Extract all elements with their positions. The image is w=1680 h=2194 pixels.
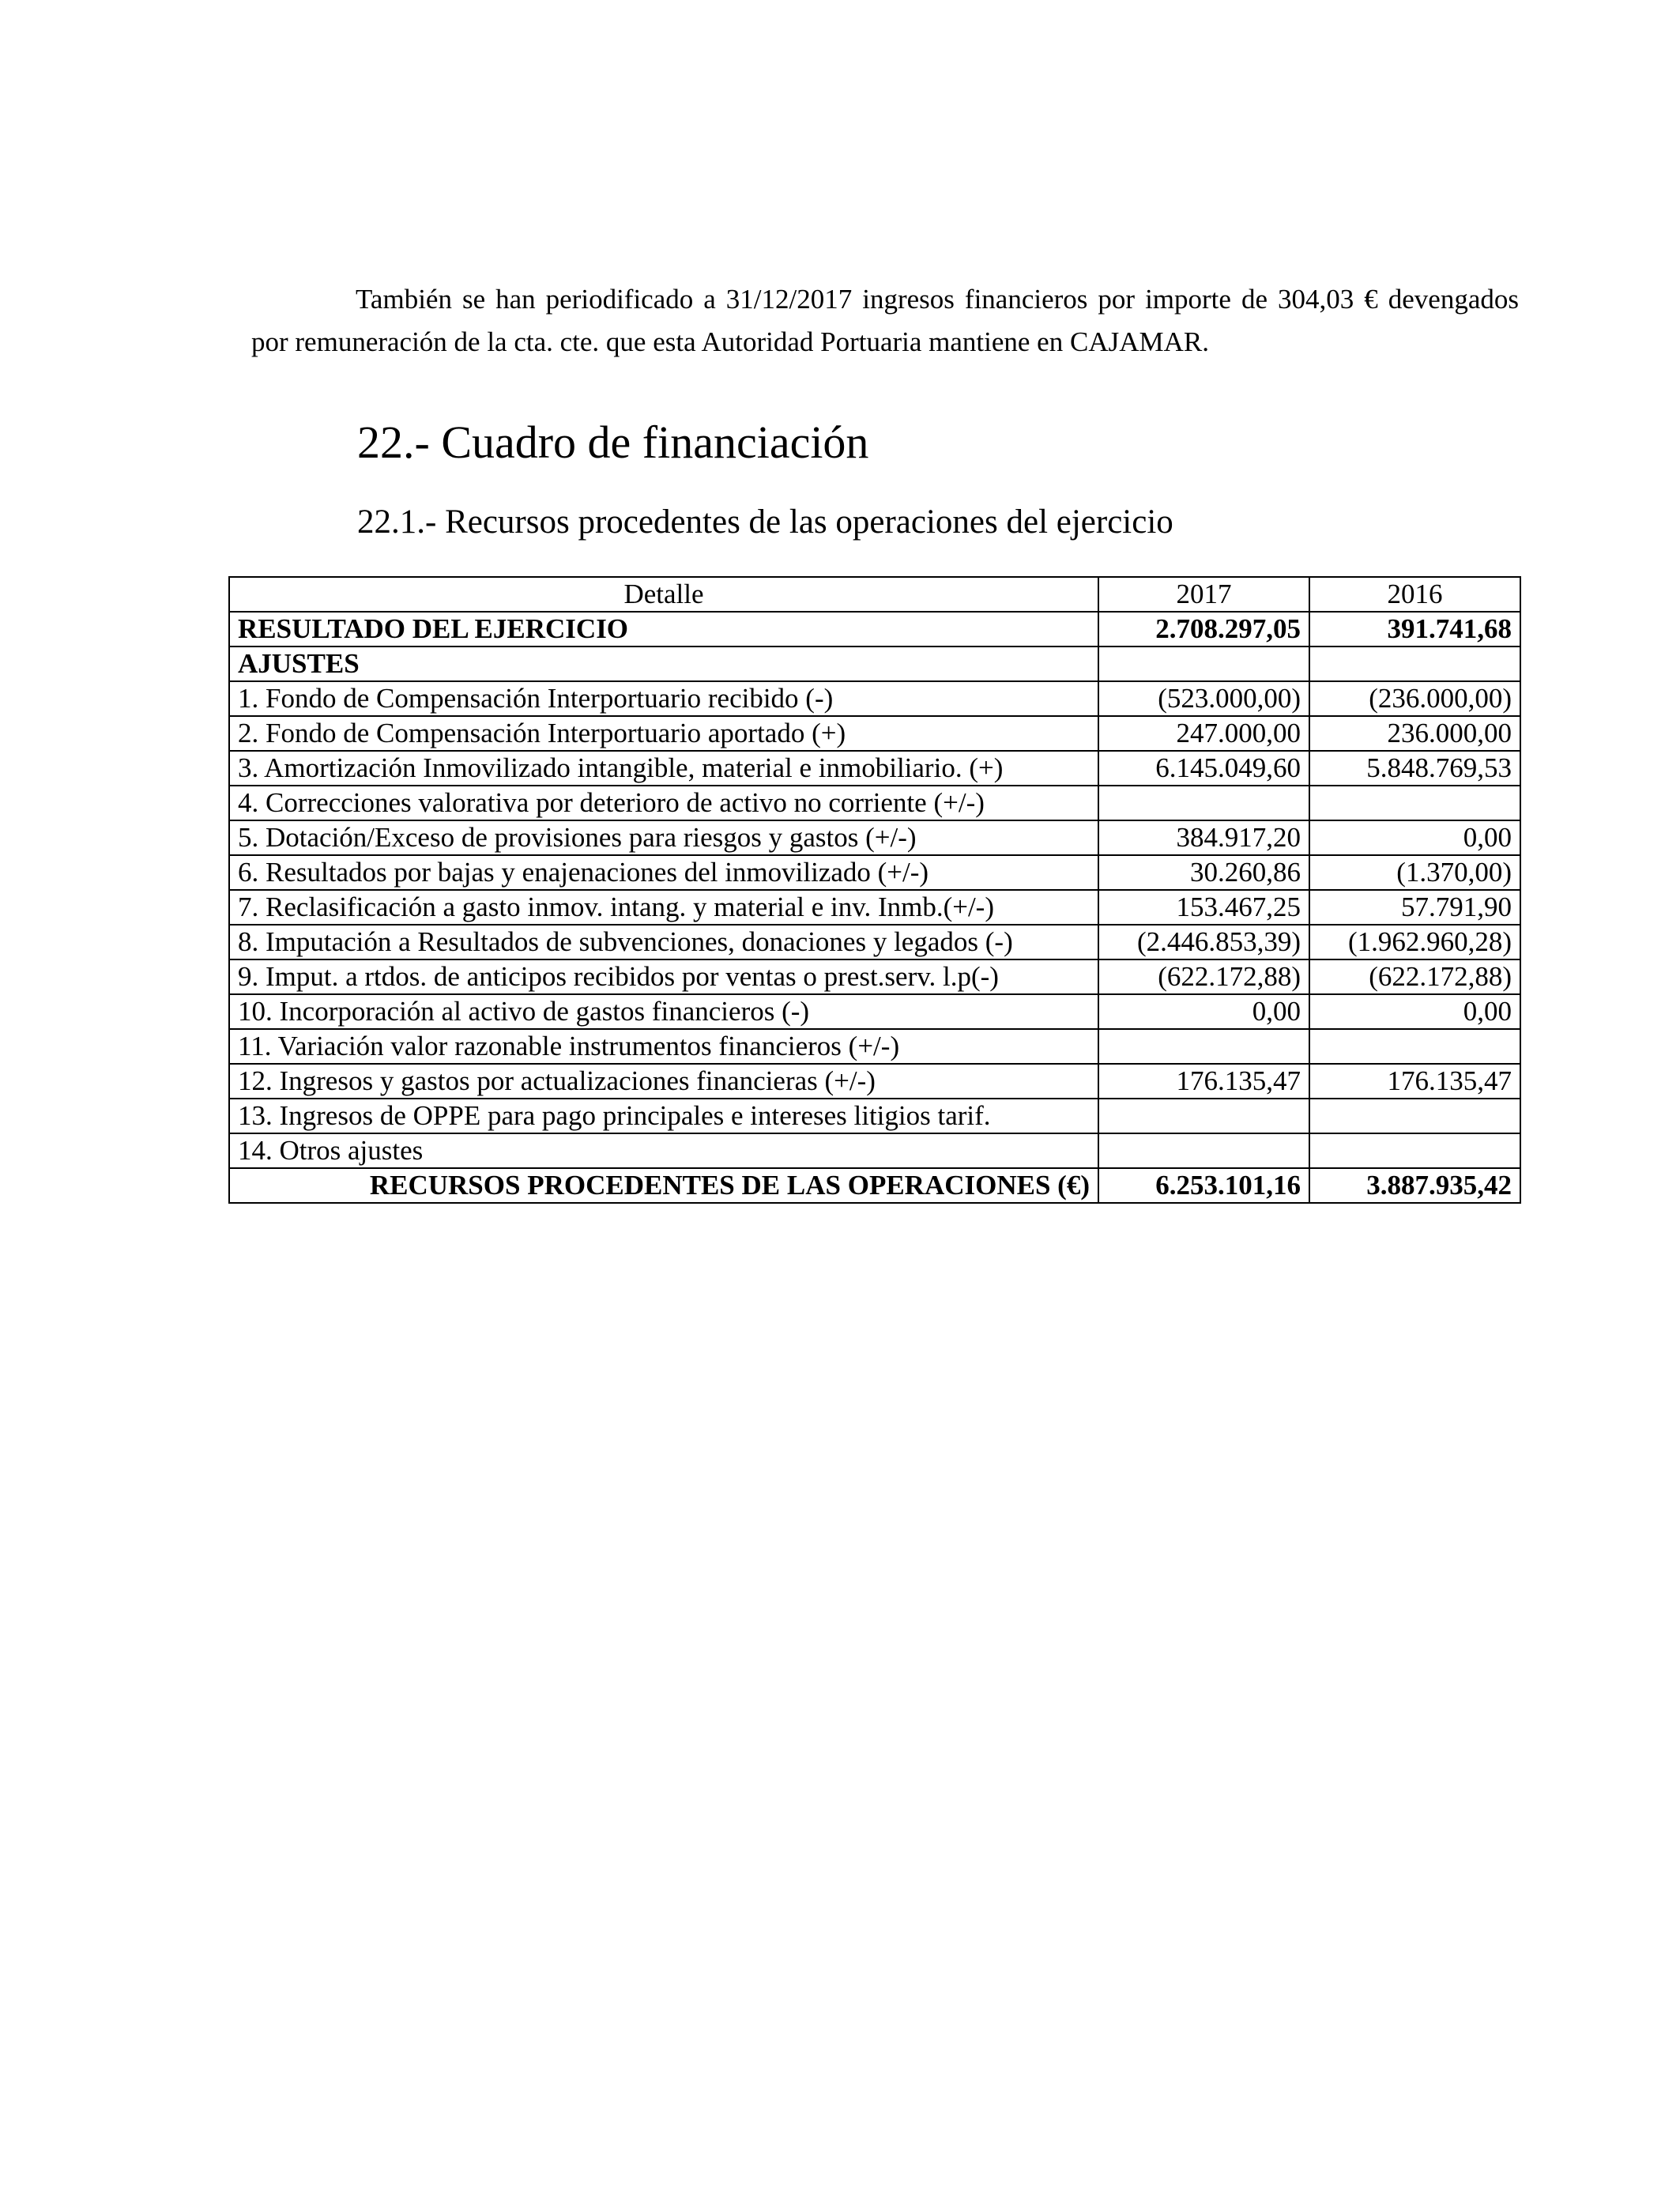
resultado-row (229, 612, 1520, 647)
row-value-2017: 30.260,86 (1098, 855, 1309, 890)
row-value-2017: (622.172,88) (1098, 959, 1309, 994)
row-value-2016: 0,00 (1309, 994, 1520, 1029)
intro-text: También se han periodificado a 31/12/2017 ingresos financieros por importe de 304,03 € devengados por remuneración de la cta. cte. que esta Autoridad Portuaria mantiene en CAJAMAR. (251, 284, 1519, 358)
row-label: 14. Otros ajustes (229, 1133, 1098, 1168)
table-row (229, 1029, 1520, 1064)
ajustes-2017 (1098, 647, 1309, 681)
financing-table (228, 576, 1521, 1204)
table-row (229, 925, 1520, 959)
row-value-2016: (1.370,00) (1309, 855, 1520, 890)
resultado-label: RESULTADO DEL EJERCICIO (229, 612, 1098, 647)
table-row (229, 1133, 1520, 1168)
row-value-2017 (1098, 1099, 1309, 1133)
row-label: 1. Fondo de Compensación Interportuario recibido (-) (229, 681, 1098, 716)
ajustes-label: AJUSTES (229, 647, 1098, 681)
row-value-2016: 0,00 (1309, 820, 1520, 855)
section-title: 22.- Cuadro de financiación (357, 417, 869, 468)
resultado-2016: 391.741,68 (1309, 612, 1520, 647)
row-value-2017: 247.000,00 (1098, 716, 1309, 751)
table-row (229, 786, 1520, 820)
row-value-2017: 384.917,20 (1098, 820, 1309, 855)
ajustes-row (229, 647, 1520, 681)
row-label: 7. Reclasificación a gasto inmov. intang. y material e inv. Inmb.(+/-) (229, 890, 1098, 925)
row-label: 8. Imputación a Resultados de subvenciones, donaciones y legados (-) (229, 925, 1098, 959)
total-label: RECURSOS PROCEDENTES DE LAS OPERACIONES (€) (229, 1168, 1098, 1203)
row-value-2016: 176.135,47 (1309, 1064, 1520, 1099)
row-label: 12. Ingresos y gastos por actualizaciones financieras (+/-) (229, 1064, 1098, 1099)
header-detail: Detalle (229, 577, 1098, 612)
row-value-2016: (622.172,88) (1309, 959, 1520, 994)
table-row (229, 681, 1520, 716)
table-row (229, 1099, 1520, 1133)
row-label: 2. Fondo de Compensación Interportuario aportado (+) (229, 716, 1098, 751)
intro-paragraph (251, 278, 1519, 364)
row-value-2017: 6.145.049,60 (1098, 751, 1309, 786)
row-label: 6. Resultados por bajas y enajenaciones del inmovilizado (+/-) (229, 855, 1098, 890)
row-value-2017: 153.467,25 (1098, 890, 1309, 925)
resultado-2017: 2.708.297,05 (1098, 612, 1309, 647)
row-value-2017 (1098, 1029, 1309, 1064)
row-value-2016: 5.848.769,53 (1309, 751, 1520, 786)
total-2016: 3.887.935,42 (1309, 1168, 1520, 1203)
total-row (229, 1168, 1520, 1203)
row-value-2016: 236.000,00 (1309, 716, 1520, 751)
row-value-2016 (1309, 1133, 1520, 1168)
row-value-2017: 176.135,47 (1098, 1064, 1309, 1099)
subsection-title: 22.1.- Recursos procedentes de las operaciones del ejercicio (357, 503, 1173, 541)
table-row (229, 890, 1520, 925)
header-year-2017: 2017 (1098, 577, 1309, 612)
row-value-2016: (1.962.960,28) (1309, 925, 1520, 959)
row-label: 9. Imput. a rtdos. de anticipos recibidos por ventas o prest.serv. l.p(-) (229, 959, 1098, 994)
table-row (229, 820, 1520, 855)
total-2017: 6.253.101,16 (1098, 1168, 1309, 1203)
row-value-2016 (1309, 1099, 1520, 1133)
row-value-2017: (523.000,00) (1098, 681, 1309, 716)
table-row (229, 1064, 1520, 1099)
row-value-2016: (236.000,00) (1309, 681, 1520, 716)
table-header-row (229, 577, 1520, 612)
ajustes-2016 (1309, 647, 1520, 681)
table-row (229, 855, 1520, 890)
table-row (229, 751, 1520, 786)
row-label: 11. Variación valor razonable instrumentos financieros (+/-) (229, 1029, 1098, 1064)
table-row (229, 994, 1520, 1029)
row-label: 10. Incorporación al activo de gastos financieros (-) (229, 994, 1098, 1029)
row-value-2016 (1309, 1029, 1520, 1064)
table-row (229, 716, 1520, 751)
table-row (229, 959, 1520, 994)
row-label: 4. Correcciones valorativa por deterioro de activo no corriente (+/-) (229, 786, 1098, 820)
row-label: 3. Amortización Inmovilizado intangible, material e inmobiliario. (+) (229, 751, 1098, 786)
row-value-2017 (1098, 786, 1309, 820)
row-label: 5. Dotación/Exceso de provisiones para riesgos y gastos (+/-) (229, 820, 1098, 855)
row-value-2016: 57.791,90 (1309, 890, 1520, 925)
row-value-2017 (1098, 1133, 1309, 1168)
row-value-2017: (2.446.853,39) (1098, 925, 1309, 959)
row-label: 13. Ingresos de OPPE para pago principales e intereses litigios tarif. (229, 1099, 1098, 1133)
header-year-2016: 2016 (1309, 577, 1520, 612)
row-value-2016 (1309, 786, 1520, 820)
row-value-2017: 0,00 (1098, 994, 1309, 1029)
